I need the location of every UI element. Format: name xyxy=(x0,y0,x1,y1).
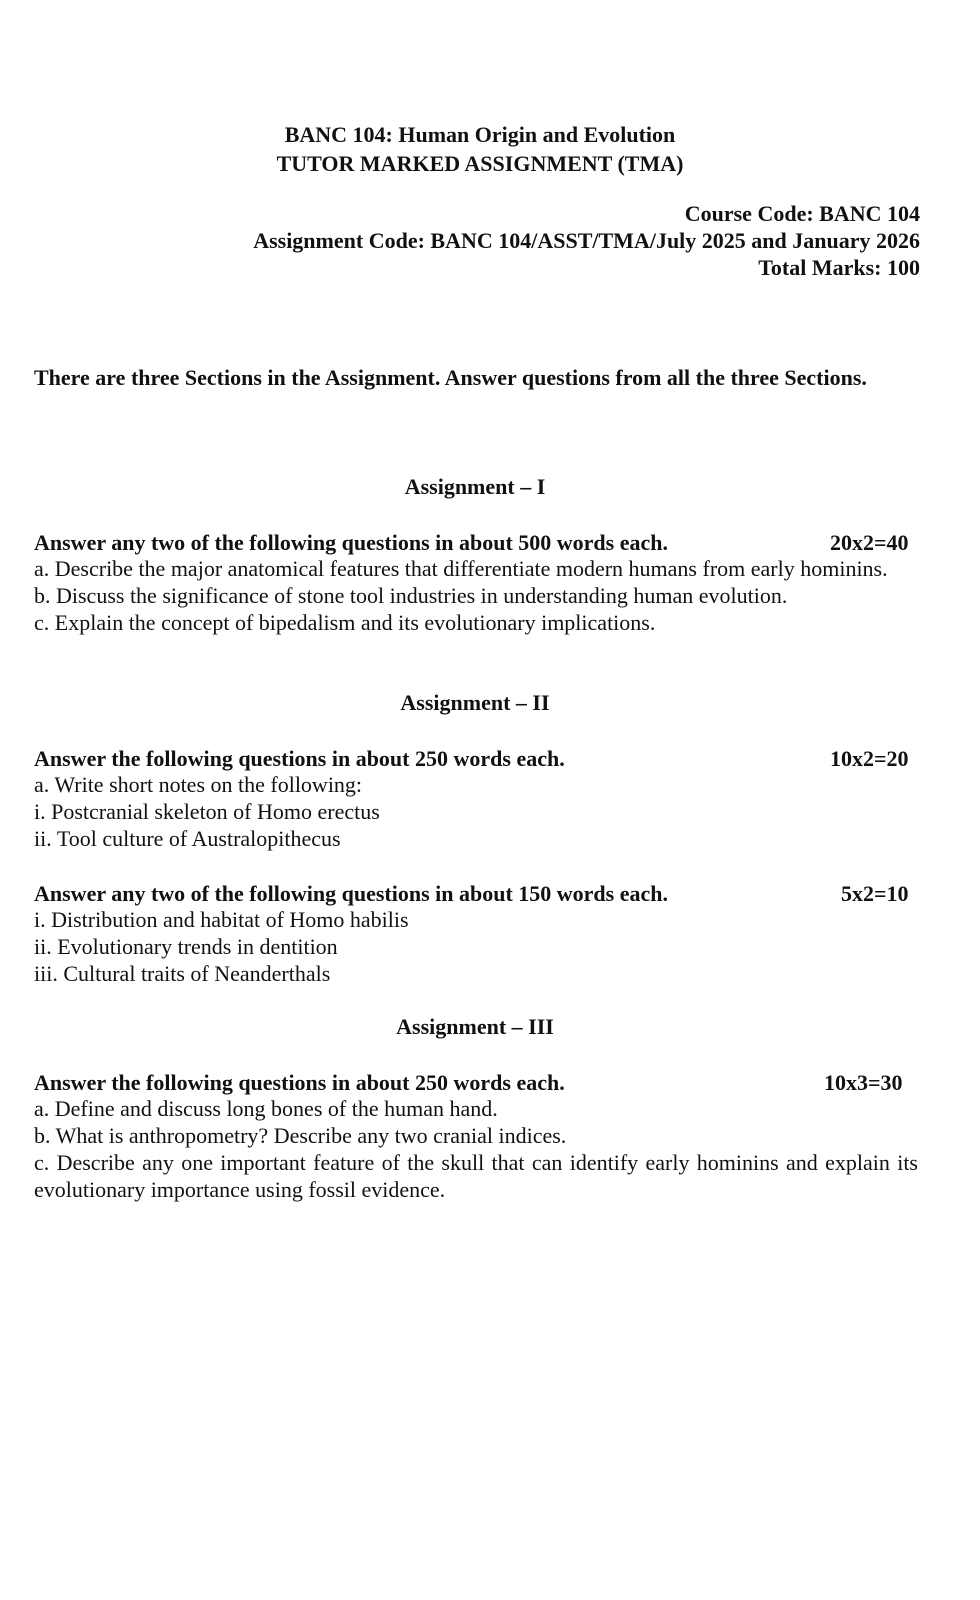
assignment-meta xyxy=(253,200,920,281)
question-item: a. Describe the major anatomical features that differentiate modern humans from early hominins. xyxy=(34,556,888,581)
instruction-text: Answer the following questions in about 250 words each. xyxy=(34,746,565,771)
section-1-questions xyxy=(34,555,918,636)
question-item: c. Explain the concept of bipedalism and its evolutionary implications. xyxy=(34,610,656,635)
question-item: iii. Cultural traits of Neanderthals xyxy=(34,961,331,986)
question-item: c. Describe any one important feature of the skull that can identify early hominins and explain its evolutionary importance using fossil evidence. xyxy=(34,1150,918,1202)
section-2-questions xyxy=(34,771,918,852)
course-title: BANC 104: Human Origin and Evolution xyxy=(284,122,676,147)
question-item: b. Discuss the significance of stone tool industries in understanding human evolution. xyxy=(34,583,788,608)
document-header xyxy=(0,120,960,178)
assignment-code: Assignment Code: BANC 104/ASST/TMA/July 2025 and January 2026 xyxy=(253,228,920,253)
section-3-instruction xyxy=(34,1069,918,1096)
marks-label: 20x2=40 xyxy=(830,530,909,555)
question-item: a. Define and discuss long bones of the human hand. xyxy=(34,1096,498,1121)
question-item: i. Distribution and habitat of Homo habilis xyxy=(34,907,409,932)
total-marks: Total Marks: 100 xyxy=(758,255,920,280)
marks-label: 10x3=30 xyxy=(824,1070,903,1095)
question-item: a. Write short notes on the following: xyxy=(34,772,363,797)
section-1-instruction xyxy=(34,529,918,556)
section-2b-questions xyxy=(34,906,918,987)
section-title-assignment-3: Assignment – III xyxy=(396,1014,554,1039)
question-item: i. Postcranial skeleton of Homo erectus xyxy=(34,799,380,824)
section-2b-instruction xyxy=(34,880,918,907)
marks-label: 5x2=10 xyxy=(841,881,909,906)
question-item: ii. Evolutionary trends in dentition xyxy=(34,934,338,959)
instruction-text: Answer any two of the following questions in about 150 words each. xyxy=(34,881,668,906)
section-2-instruction xyxy=(34,745,918,772)
intro-instructions: There are three Sections in the Assignment. Answer questions from all the three Sections. xyxy=(34,365,867,390)
marks-label: 10x2=20 xyxy=(830,746,909,771)
assignment-type: TUTOR MARKED ASSIGNMENT (TMA) xyxy=(276,151,684,176)
question-item: b. What is anthropometry? Describe any two cranial indices. xyxy=(34,1123,567,1148)
instruction-text: Answer the following questions in about 250 words each. xyxy=(34,1070,565,1095)
question-item: ii. Tool culture of Australopithecus xyxy=(34,826,341,851)
section-3-questions xyxy=(34,1095,918,1203)
section-title-assignment-2: Assignment – II xyxy=(400,690,550,715)
course-code: Course Code: BANC 104 xyxy=(684,201,920,226)
section-title-assignment-1: Assignment – I xyxy=(404,474,546,499)
instruction-text: Answer any two of the following questions in about 500 words each. xyxy=(34,530,668,555)
